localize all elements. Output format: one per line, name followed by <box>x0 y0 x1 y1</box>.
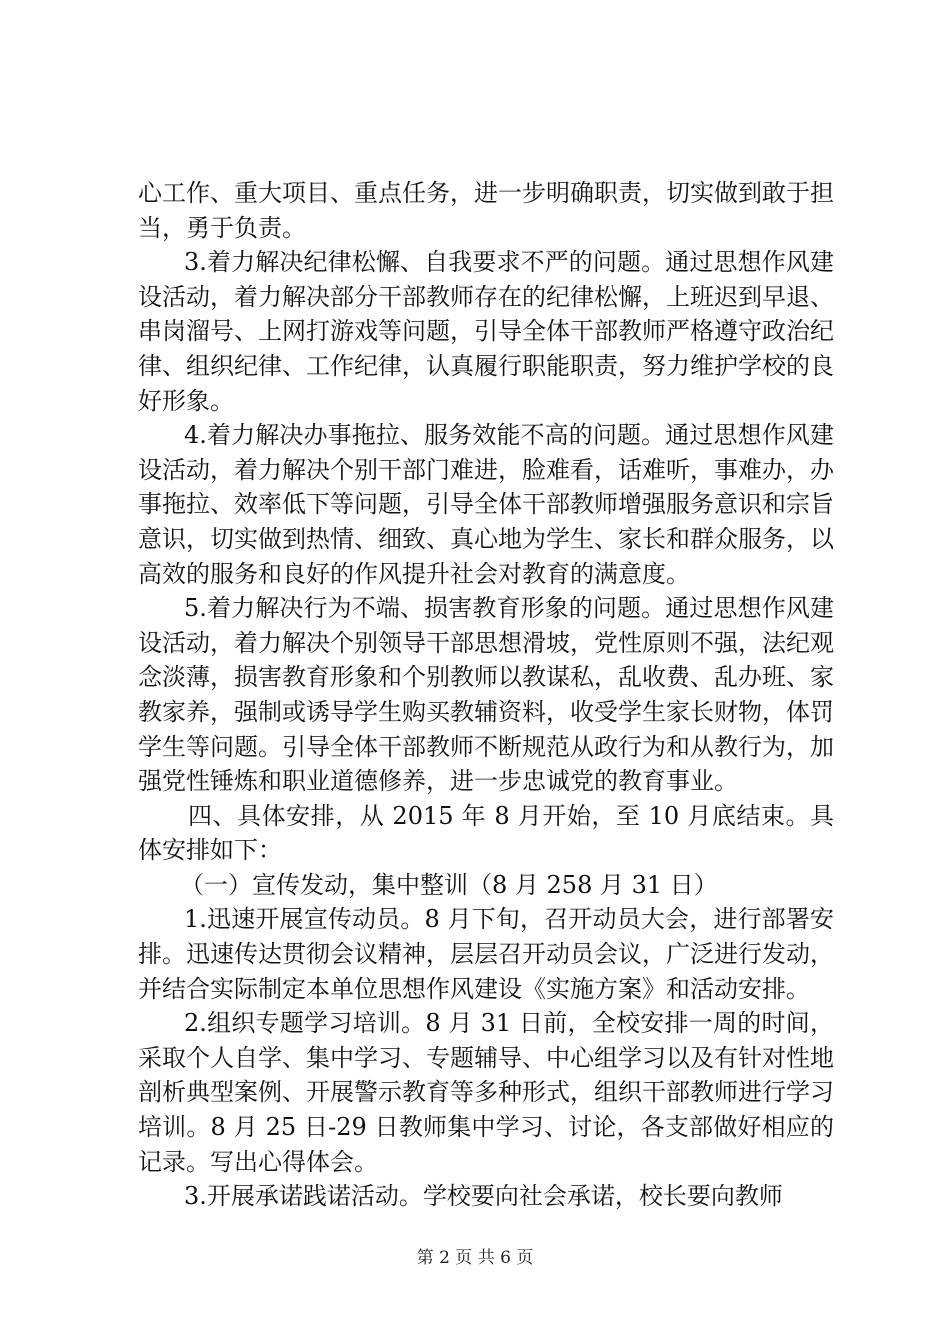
paragraph-step-1: 1.迅速开展宣传动员。8 月下旬，召开动员大会，进行部署安排。迅速传达贯彻会议精神，层层召开动员会议，广泛进行发动，并结合实际制定本单位思想作风建设《实施方案》和活动安排。 <box>138 905 834 1003</box>
subsection-heading-one: （一）宣传发动，集中整训（8 月 258 月 31 日） <box>180 870 718 899</box>
paragraph-item-5: 5.着力解决行为不端、损害教育形象的问题。通过思想作风建设活动，着力解决个别领导干部思想滑坡，党性原则不强，法纪观念淡薄，损害教育形象和个别教师以教谋私，乱收费、乱办班、家教家养，强制或诱导学生购买教辅资料，收受学生家长财物，体罚学生等问题。引导全体干部教师不断规范从政行为和从教行为，加强党性锤炼和职业道德修养，进一步忠诚党的教育事业。 <box>138 594 834 796</box>
page-footer: 第 2 页 共 6 页 <box>416 1248 534 1268</box>
paragraph-step-2: 2.组织专题学习培训。8 月 31 日前，全校安排一周的时间，采取个人自学、集中学习、专题辅导、中心组学习以及有针对性地剖析典型案例、开展警示教育等多种形式，组织干部教师进行学习培训。8 月 25 日-29 日教师集中学习、讨论，各支部做好相应的记录。写出心得体会。 <box>138 1009 834 1176</box>
document-body <box>138 176 834 1214</box>
paragraph-continuation: 心工作、重大项目、重点任务，进一步明确职责，切实做到敢于担当，勇于负责。 <box>138 179 834 242</box>
paragraph-item-3: 3.着力解决纪律松懈、自我要求不严的问题。通过思想作风建设活动，着力解决部分干部教师存在的纪律松懈，上班迟到早退、串岗溜号、上网打游戏等问题，引导全体干部教师严格遵守政治纪律、组织纪律、工作纪律，认真履行职能职责，努力维护学校的良好形象。 <box>138 248 834 415</box>
paragraph-item-4: 4.着力解决办事拖拉、服务效能不高的问题。通过思想作风建设活动，着力解决个别干部门难进，脸难看，话难听，事难办，办事拖拉、效率低下等问题，引导全体干部教师增强服务意识和宗旨意识，切实做到热情、细致、真心地为学生、家长和群众服务，以高效的服务和良好的作风提升社会对教育的满意度。 <box>138 421 834 588</box>
section-heading-four: 四、具体安排，从 2015 年 8 月开始，至 10 月底结束。具体安排如下： <box>138 801 834 865</box>
paragraph-step-3: 3.开展承诺践诺活动。学校要向社会承诺，校长要向教师 <box>184 1182 783 1211</box>
